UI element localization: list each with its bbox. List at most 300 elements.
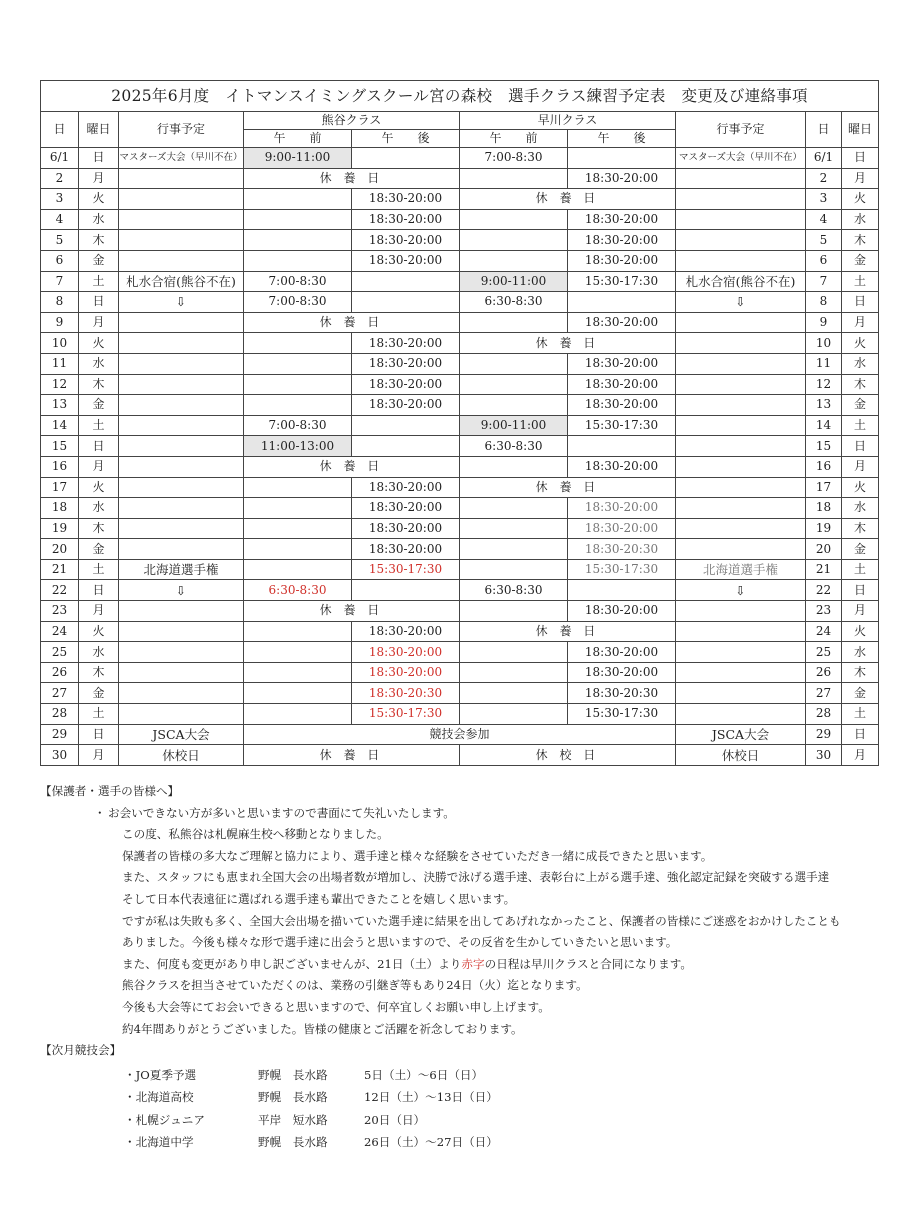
kumagai-pm-cell: 18:30-20:00 bbox=[352, 374, 460, 395]
day-cell-right: 14 bbox=[806, 415, 842, 436]
weekday-cell: 日 bbox=[79, 724, 119, 745]
event-cell bbox=[119, 518, 244, 539]
hayakawa-am-cell bbox=[460, 312, 568, 333]
day-cell-right: 28 bbox=[806, 704, 842, 725]
meet-venue: 野幌 長水路 bbox=[258, 1067, 328, 1082]
header-kumagai-pm: 午 後 bbox=[352, 130, 460, 148]
competition-cell: 競技会参加 bbox=[244, 724, 676, 745]
kumagai-pm-cell bbox=[352, 415, 460, 436]
weekday-cell-right: 木 bbox=[842, 518, 879, 539]
day-cell: 3 bbox=[41, 189, 79, 210]
weekday-cell-right: 日 bbox=[842, 724, 879, 745]
event-cell-right bbox=[676, 704, 806, 725]
event-cell bbox=[119, 395, 244, 416]
kumagai-pm-cell bbox=[352, 148, 460, 169]
weekday-cell-right: 日 bbox=[842, 148, 879, 169]
weekday-cell-right: 木 bbox=[842, 662, 879, 683]
hayakawa-am-cell bbox=[460, 395, 568, 416]
hayakawa-am-cell bbox=[460, 683, 568, 704]
event-cell-right bbox=[676, 601, 806, 622]
kumagai-rest-cell: 休 養 日 bbox=[244, 456, 460, 477]
weekday-cell-right: 火 bbox=[842, 333, 879, 354]
notes-line-text: お会いできない方が多いと思いますので書面にて失礼いたします。 bbox=[108, 805, 455, 820]
hayakawa-pm-cell: 18:30-20:00 bbox=[568, 312, 676, 333]
weekday-cell: 日 bbox=[79, 436, 119, 457]
hayakawa-am-cell: 6:30-8:30 bbox=[460, 580, 568, 601]
kumagai-pm-cell: 18:30-20:00 bbox=[352, 662, 460, 683]
kumagai-am-cell: 6:30-8:30 bbox=[244, 580, 352, 601]
kumagai-am-cell bbox=[244, 559, 352, 580]
hayakawa-pm-cell: 18:30-20:00 bbox=[568, 518, 676, 539]
weekday-cell: 月 bbox=[79, 601, 119, 622]
day-cell: 6 bbox=[41, 250, 79, 271]
kumagai-pm-cell: 18:30-20:00 bbox=[352, 333, 460, 354]
hayakawa-pm-cell: 18:30-20:30 bbox=[568, 539, 676, 560]
meet-date: 20日（日） bbox=[364, 1112, 426, 1127]
kumagai-am-cell bbox=[244, 518, 352, 539]
event-cell-right bbox=[676, 477, 806, 498]
hayakawa-pm-cell bbox=[568, 148, 676, 169]
hayakawa-am-cell: 9:00-11:00 bbox=[460, 271, 568, 292]
schedule-row bbox=[41, 621, 879, 642]
hayakawa-rest-cell: 休 校 日 bbox=[460, 745, 676, 766]
header-events-right: 行事予定 bbox=[676, 112, 806, 148]
hayakawa-pm-cell: 18:30-20:00 bbox=[568, 250, 676, 271]
day-cell-right: 23 bbox=[806, 601, 842, 622]
hayakawa-am-cell bbox=[460, 662, 568, 683]
schedule-row bbox=[41, 559, 879, 580]
kumagai-am-cell bbox=[244, 209, 352, 230]
meet-name: ・北海道中学 bbox=[124, 1135, 194, 1150]
header-kumagai-am: 午 前 bbox=[244, 130, 352, 148]
hayakawa-am-cell bbox=[460, 498, 568, 519]
event-cell-right bbox=[676, 498, 806, 519]
day-cell: 17 bbox=[41, 477, 79, 498]
weekday-cell-right: 木 bbox=[842, 374, 879, 395]
hayakawa-pm-cell: 18:30-20:00 bbox=[568, 642, 676, 663]
weekday-cell-right: 土 bbox=[842, 559, 879, 580]
kumagai-pm-cell: 18:30-20:00 bbox=[352, 209, 460, 230]
event-cell-right bbox=[676, 250, 806, 271]
weekday-cell-right: 金 bbox=[842, 395, 879, 416]
kumagai-am-cell bbox=[244, 230, 352, 251]
kumagai-am-cell bbox=[244, 353, 352, 374]
event-cell-right: 北海道選手権 bbox=[676, 559, 806, 580]
header-kumagai-class: 熊谷クラス bbox=[244, 112, 460, 130]
weekday-cell: 金 bbox=[79, 683, 119, 704]
event-cell bbox=[119, 601, 244, 622]
day-cell-right: 2 bbox=[806, 168, 842, 189]
event-cell bbox=[119, 621, 244, 642]
day-cell: 23 bbox=[41, 601, 79, 622]
kumagai-pm-cell bbox=[352, 271, 460, 292]
hayakawa-rest-cell: 休 養 日 bbox=[460, 189, 676, 210]
notes-line: また、スタッフにも恵まれ全国大会の出場者数が増加し、決勝で泳げる選手達、表彰台に上がる選手達、強化認定記録を突破する選手達 bbox=[122, 870, 830, 885]
weekday-cell: 水 bbox=[79, 642, 119, 663]
weekday-cell: 日 bbox=[79, 292, 119, 313]
kumagai-pm-cell: 15:30-17:30 bbox=[352, 704, 460, 725]
hayakawa-pm-cell: 18:30-20:00 bbox=[568, 168, 676, 189]
event-cell: ⇩ bbox=[119, 292, 244, 313]
kumagai-pm-cell: 18:30-20:00 bbox=[352, 518, 460, 539]
event-cell-right bbox=[676, 662, 806, 683]
hayakawa-pm-cell: 15:30-17:30 bbox=[568, 559, 676, 580]
day-cell-right: 20 bbox=[806, 539, 842, 560]
event-cell-right bbox=[676, 683, 806, 704]
weekday-cell-right: 月 bbox=[842, 601, 879, 622]
weekday-cell-right: 日 bbox=[842, 292, 879, 313]
day-cell-right: 26 bbox=[806, 662, 842, 683]
schedule-row bbox=[41, 477, 879, 498]
weekday-cell: 水 bbox=[79, 498, 119, 519]
notes-line: ですが私は失敗も多く、全国大会出場を描いていた選手達に結果を出してあげれなかったこと、保護者の皆様にご迷惑をおかけしたことも bbox=[122, 913, 841, 928]
day-cell: 5 bbox=[41, 230, 79, 251]
kumagai-am-cell bbox=[244, 250, 352, 271]
event-cell bbox=[119, 312, 244, 333]
header-day-right: 日 bbox=[806, 112, 842, 148]
day-cell: 21 bbox=[41, 559, 79, 580]
weekday-cell-right: 月 bbox=[842, 745, 879, 766]
meet-item bbox=[40, 1109, 900, 1132]
event-cell bbox=[119, 333, 244, 354]
day-cell-right: 5 bbox=[806, 230, 842, 251]
schedule-row bbox=[41, 601, 879, 622]
schedule-row bbox=[41, 745, 879, 766]
day-cell: 6/1 bbox=[41, 148, 79, 169]
weekday-cell-right: 水 bbox=[842, 353, 879, 374]
weekday-cell: 木 bbox=[79, 230, 119, 251]
schedule-row bbox=[41, 436, 879, 457]
weekday-cell: 月 bbox=[79, 168, 119, 189]
event-cell bbox=[119, 683, 244, 704]
schedule-row bbox=[41, 250, 879, 271]
meet-venue: 平岸 短水路 bbox=[258, 1112, 328, 1127]
hayakawa-am-cell bbox=[460, 374, 568, 395]
day-cell: 28 bbox=[41, 704, 79, 725]
meet-item bbox=[40, 1131, 900, 1154]
hayakawa-pm-cell: 18:30-20:00 bbox=[568, 374, 676, 395]
day-cell-right: 22 bbox=[806, 580, 842, 601]
weekday-cell-right: 金 bbox=[842, 683, 879, 704]
schedule-row bbox=[41, 395, 879, 416]
day-cell-right: 15 bbox=[806, 436, 842, 457]
day-cell-right: 4 bbox=[806, 209, 842, 230]
kumagai-am-cell: 7:00-8:30 bbox=[244, 292, 352, 313]
schedule-row bbox=[41, 292, 879, 313]
event-cell-right bbox=[676, 642, 806, 663]
event-cell-right bbox=[676, 230, 806, 251]
weekday-cell-right: 水 bbox=[842, 642, 879, 663]
hayakawa-pm-cell bbox=[568, 292, 676, 313]
weekday-cell-right: 月 bbox=[842, 168, 879, 189]
event-cell-right bbox=[676, 209, 806, 230]
hayakawa-pm-cell: 18:30-20:00 bbox=[568, 209, 676, 230]
kumagai-pm-cell: 18:30-20:00 bbox=[352, 250, 460, 271]
kumagai-am-cell bbox=[244, 662, 352, 683]
event-cell-right bbox=[676, 539, 806, 560]
day-cell: 11 bbox=[41, 353, 79, 374]
weekday-cell-right: 土 bbox=[842, 415, 879, 436]
weekday-cell: 土 bbox=[79, 704, 119, 725]
notes-text: また、何度も変更があり申し訳ございませんが、21日（土）より bbox=[122, 956, 462, 971]
hayakawa-am-cell bbox=[460, 518, 568, 539]
day-cell: 24 bbox=[41, 621, 79, 642]
header-hayakawa-pm: 午 後 bbox=[568, 130, 676, 148]
event-cell-right: ⇩ bbox=[676, 292, 806, 313]
weekday-cell-right: 火 bbox=[842, 189, 879, 210]
weekday-cell: 火 bbox=[79, 333, 119, 354]
weekday-cell: 火 bbox=[79, 189, 119, 210]
header-events: 行事予定 bbox=[119, 112, 244, 148]
day-cell: 19 bbox=[41, 518, 79, 539]
meet-item bbox=[40, 1086, 900, 1109]
header-hayakawa-am: 午 前 bbox=[460, 130, 568, 148]
event-cell-right bbox=[676, 168, 806, 189]
hayakawa-pm-cell: 18:30-20:00 bbox=[568, 498, 676, 519]
notes-text: の日程は早川クラスと合同になります。 bbox=[484, 956, 693, 971]
day-cell-right: 29 bbox=[806, 724, 842, 745]
day-cell: 29 bbox=[41, 724, 79, 745]
event-cell-right bbox=[676, 189, 806, 210]
hayakawa-rest-cell: 休 養 日 bbox=[460, 477, 676, 498]
hayakawa-pm-cell: 18:30-20:00 bbox=[568, 601, 676, 622]
weekday-cell: 金 bbox=[79, 250, 119, 271]
weekday-cell: 月 bbox=[79, 312, 119, 333]
hayakawa-am-cell bbox=[460, 353, 568, 374]
day-cell-right: 24 bbox=[806, 621, 842, 642]
day-cell: 10 bbox=[41, 333, 79, 354]
kumagai-pm-cell bbox=[352, 436, 460, 457]
hayakawa-pm-cell bbox=[568, 580, 676, 601]
notes-line bbox=[40, 954, 900, 976]
day-cell-right: 19 bbox=[806, 518, 842, 539]
hayakawa-pm-cell: 18:30-20:30 bbox=[568, 683, 676, 704]
hayakawa-am-cell bbox=[460, 642, 568, 663]
kumagai-pm-cell: 18:30-20:30 bbox=[352, 683, 460, 704]
event-cell-right: 札水合宿(熊谷不在) bbox=[676, 271, 806, 292]
event-cell bbox=[119, 168, 244, 189]
notes-line: この度、私熊谷は札幌麻生校へ移動となりました。 bbox=[122, 827, 389, 842]
weekday-cell: 日 bbox=[79, 148, 119, 169]
weekday-cell: 水 bbox=[79, 209, 119, 230]
kumagai-rest-cell: 休 養 日 bbox=[244, 312, 460, 333]
event-cell-right bbox=[676, 395, 806, 416]
day-cell: 18 bbox=[41, 498, 79, 519]
schedule-row bbox=[41, 333, 879, 354]
red-text-keyword: 赤字 bbox=[461, 956, 485, 971]
kumagai-pm-cell: 18:30-20:00 bbox=[352, 498, 460, 519]
kumagai-am-cell bbox=[244, 683, 352, 704]
day-cell-right: 6 bbox=[806, 250, 842, 271]
day-cell-right: 3 bbox=[806, 189, 842, 210]
weekday-cell: 日 bbox=[79, 580, 119, 601]
page-title: 2025年6月度 イトマンスイミングスクール宮の森校 選手クラス練習予定表 変更及び連絡事項 bbox=[41, 81, 879, 112]
header-weekday: 曜日 bbox=[79, 112, 119, 148]
weekday-cell-right: 月 bbox=[842, 456, 879, 477]
schedule-row bbox=[41, 456, 879, 477]
hayakawa-am-cell bbox=[460, 250, 568, 271]
day-cell-right: 18 bbox=[806, 498, 842, 519]
schedule-row bbox=[41, 683, 879, 704]
day-cell-right: 8 bbox=[806, 292, 842, 313]
hayakawa-pm-cell: 18:30-20:00 bbox=[568, 230, 676, 251]
weekday-cell: 木 bbox=[79, 518, 119, 539]
event-cell: 休校日 bbox=[119, 745, 244, 766]
event-cell bbox=[119, 477, 244, 498]
schedule-row bbox=[41, 724, 879, 745]
event-cell bbox=[119, 415, 244, 436]
day-cell: 9 bbox=[41, 312, 79, 333]
kumagai-am-cell bbox=[244, 498, 352, 519]
next-meets-heading: 【次月競技会】 bbox=[40, 1043, 122, 1058]
day-cell-right: 16 bbox=[806, 456, 842, 477]
event-cell-right bbox=[676, 518, 806, 539]
hayakawa-pm-cell: 18:30-20:00 bbox=[568, 662, 676, 683]
weekday-cell-right: 木 bbox=[842, 230, 879, 251]
schedule-row bbox=[41, 539, 879, 560]
hayakawa-am-cell bbox=[460, 539, 568, 560]
meet-name: ・北海道高校 bbox=[124, 1090, 194, 1105]
meet-name: ・JO夏季予選 bbox=[124, 1067, 197, 1082]
header-weekday-right: 曜日 bbox=[842, 112, 879, 148]
weekday-cell-right: 土 bbox=[842, 271, 879, 292]
meet-date: 12日（土）～13日（日） bbox=[364, 1090, 498, 1105]
day-cell-right: 30 bbox=[806, 745, 842, 766]
day-cell-right: 27 bbox=[806, 683, 842, 704]
kumagai-pm-cell: 18:30-20:00 bbox=[352, 353, 460, 374]
day-cell-right: 21 bbox=[806, 559, 842, 580]
kumagai-pm-cell: 15:30-17:30 bbox=[352, 559, 460, 580]
day-cell: 8 bbox=[41, 292, 79, 313]
notes-line: 保護者の皆様の多大なご理解と協力により、選手達と様々な経験をさせていただき一緒に成長できたと思います。 bbox=[122, 848, 713, 863]
event-cell-right: 休校日 bbox=[676, 745, 806, 766]
hayakawa-pm-cell: 18:30-20:00 bbox=[568, 456, 676, 477]
notes-line: ありました。今後も様々な形で選手達に出会うと思いますので、その反省を生かしていきたいと思います。 bbox=[122, 935, 678, 950]
event-cell bbox=[119, 209, 244, 230]
weekday-cell: 金 bbox=[79, 539, 119, 560]
event-cell: 札水合宿(熊谷不在) bbox=[119, 271, 244, 292]
kumagai-am-cell bbox=[244, 333, 352, 354]
weekday-cell-right: 月 bbox=[842, 312, 879, 333]
event-cell-right bbox=[676, 436, 806, 457]
hayakawa-am-cell bbox=[460, 209, 568, 230]
kumagai-am-cell: 9:00-11:00 bbox=[244, 148, 352, 169]
weekday-cell-right: 日 bbox=[842, 580, 879, 601]
schedule-row bbox=[41, 312, 879, 333]
kumagai-am-cell bbox=[244, 642, 352, 663]
hayakawa-am-cell: 6:30-8:30 bbox=[460, 436, 568, 457]
kumagai-am-cell bbox=[244, 704, 352, 725]
weekday-cell-right: 金 bbox=[842, 539, 879, 560]
notes-line: 約4年間ありがとうございました。皆様の健康とご活躍を祈念しております。 bbox=[122, 1021, 523, 1036]
day-cell: 30 bbox=[41, 745, 79, 766]
weekday-cell-right: 火 bbox=[842, 477, 879, 498]
schedule-row bbox=[41, 662, 879, 683]
hayakawa-pm-cell: 18:30-20:00 bbox=[568, 353, 676, 374]
weekday-cell: 水 bbox=[79, 353, 119, 374]
weekday-cell-right: 水 bbox=[842, 209, 879, 230]
kumagai-rest-cell: 休 養 日 bbox=[244, 168, 460, 189]
kumagai-am-cell: 11:00-13:00 bbox=[244, 436, 352, 457]
event-cell-right: ⇩ bbox=[676, 580, 806, 601]
schedule-row bbox=[41, 580, 879, 601]
schedule-row bbox=[41, 209, 879, 230]
hayakawa-pm-cell: 15:30-17:30 bbox=[568, 271, 676, 292]
weekday-cell: 木 bbox=[79, 374, 119, 395]
event-cell-right: マスターズ大会（早川不在） bbox=[676, 148, 806, 169]
event-cell bbox=[119, 704, 244, 725]
schedule-row bbox=[41, 415, 879, 436]
kumagai-am-cell bbox=[244, 539, 352, 560]
schedule-row bbox=[41, 189, 879, 210]
event-cell: マスターズ大会（早川不在） bbox=[119, 148, 244, 169]
kumagai-rest-cell: 休 養 日 bbox=[244, 745, 460, 766]
hayakawa-pm-cell: 18:30-20:00 bbox=[568, 395, 676, 416]
schedule-row bbox=[41, 271, 879, 292]
day-cell: 27 bbox=[41, 683, 79, 704]
notes-line bbox=[40, 803, 900, 825]
hayakawa-am-cell bbox=[460, 601, 568, 622]
event-cell bbox=[119, 250, 244, 271]
event-cell bbox=[119, 353, 244, 374]
kumagai-am-cell: 7:00-8:30 bbox=[244, 271, 352, 292]
day-cell: 7 bbox=[41, 271, 79, 292]
header-hayakawa-class: 早川クラス bbox=[460, 112, 676, 130]
day-cell-right: 6/1 bbox=[806, 148, 842, 169]
hayakawa-rest-cell: 休 養 日 bbox=[460, 333, 676, 354]
kumagai-pm-cell: 18:30-20:00 bbox=[352, 539, 460, 560]
meet-venue: 野幌 長水路 bbox=[258, 1135, 328, 1150]
weekday-cell: 木 bbox=[79, 662, 119, 683]
day-cell: 2 bbox=[41, 168, 79, 189]
event-cell-right bbox=[676, 333, 806, 354]
meet-date: 5日（土）～6日（日） bbox=[364, 1067, 484, 1082]
kumagai-pm-cell: 18:30-20:00 bbox=[352, 642, 460, 663]
event-cell-right bbox=[676, 312, 806, 333]
meet-name: ・札幌ジュニア bbox=[124, 1112, 205, 1127]
weekday-cell: 土 bbox=[79, 415, 119, 436]
day-cell: 14 bbox=[41, 415, 79, 436]
kumagai-am-cell bbox=[244, 621, 352, 642]
event-cell-right bbox=[676, 621, 806, 642]
meet-item bbox=[40, 1064, 900, 1087]
event-cell bbox=[119, 230, 244, 251]
meet-venue: 野幌 長水路 bbox=[258, 1090, 328, 1105]
schedule-row bbox=[41, 518, 879, 539]
kumagai-pm-cell: 18:30-20:00 bbox=[352, 230, 460, 251]
meet-date: 26日（土）～27日（日） bbox=[364, 1135, 498, 1150]
day-cell-right: 7 bbox=[806, 271, 842, 292]
weekday-cell: 火 bbox=[79, 621, 119, 642]
event-cell bbox=[119, 189, 244, 210]
event-cell-right bbox=[676, 415, 806, 436]
day-cell: 15 bbox=[41, 436, 79, 457]
event-cell bbox=[119, 642, 244, 663]
day-cell: 22 bbox=[41, 580, 79, 601]
schedule-table bbox=[40, 80, 879, 766]
kumagai-am-cell bbox=[244, 395, 352, 416]
kumagai-am-cell: 7:00-8:30 bbox=[244, 415, 352, 436]
event-cell bbox=[119, 456, 244, 477]
kumagai-am-cell bbox=[244, 189, 352, 210]
kumagai-rest-cell: 休 養 日 bbox=[244, 601, 460, 622]
kumagai-pm-cell: 18:30-20:00 bbox=[352, 477, 460, 498]
weekday-cell: 土 bbox=[79, 559, 119, 580]
weekday-cell: 月 bbox=[79, 745, 119, 766]
schedule-row bbox=[41, 704, 879, 725]
notes-line: 今後も大会等にてお会いできると思いますので、何卒宜しくお願い申し上げます。 bbox=[122, 999, 550, 1014]
schedule-sheet bbox=[40, 80, 878, 766]
